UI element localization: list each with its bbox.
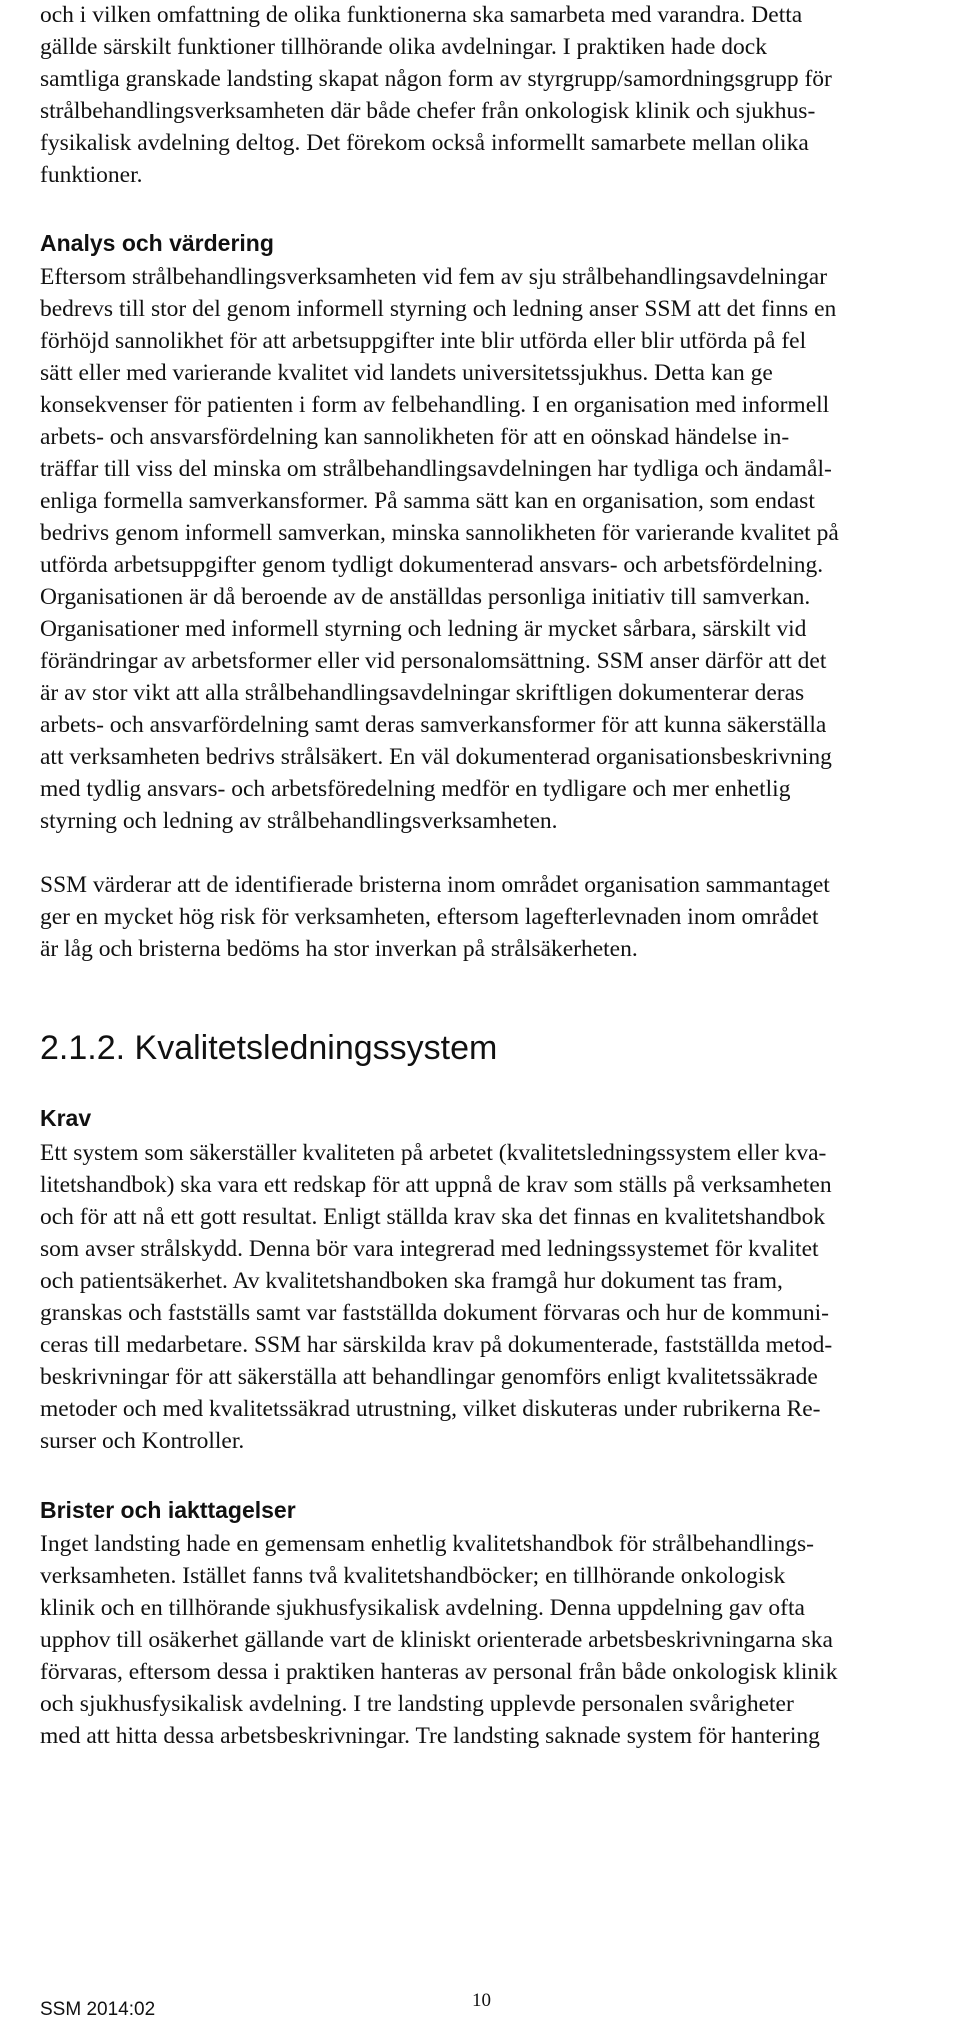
text-line: beskrivningar för att säkerställa att behandlingar genomförs enligt kvalitetssäkrade — [40, 1364, 818, 1390]
text-line: utförda arbetsuppgifter genom tydligt dokumenterad ansvars- och arbetsfördelning. — [40, 552, 824, 578]
text-line: konsekvenser för patienten i form av felbehandling. I en organisation med informell — [40, 392, 830, 418]
text-line: Organisationer med informell styrning och ledning är mycket sårbara, särskilt vid — [40, 616, 807, 642]
text-line: Eftersom strålbehandlingsverksamheten vid fem av sju strålbehandlingsavdelningar — [40, 264, 828, 290]
text-line: Organisationen är då beroende av de anställdas personliga initiativ till samverkan. — [40, 584, 811, 610]
text-line: arbets- och ansvarsfördelning kan sannolikheten för att en oönskad händelse in- — [40, 424, 790, 450]
text-line: Ett system som säkerställer kvaliteten på arbetet (kvalitetsledningssystem eller kva- — [40, 1140, 827, 1166]
text-line: ceras till medarbetare. SSM har särskilda krav på dokumenterade, fastställda metod- — [40, 1332, 833, 1358]
text-line: och patientsäkerhet. Av kvalitetshandboken ska framgå hur dokument tas fram, — [40, 1268, 783, 1294]
section-heading: 2.1.2. Kvalitetsledningssystem — [40, 1029, 498, 1067]
krav-heading: Krav — [40, 1105, 92, 1131]
text-line: bedrevs till stor del genom informell styrning och ledning anser SSM att det finns en — [40, 296, 837, 322]
text-line: ger en mycket hög risk för verksamheten, eftersom lagefterlevnaden inom området — [40, 904, 819, 930]
text-line: styrning och ledning av strålbehandlingsverksamheten. — [40, 808, 558, 834]
text-line: förvaras, eftersom dessa i praktiken hanteras av personal från både onkologisk klinik — [40, 1659, 838, 1685]
report-id: SSM 2014:02 — [40, 1999, 156, 2020]
text-line: förhöjd sannolikhet för att arbetsuppgifter inte blir utförda eller blir utförda på fel — [40, 328, 807, 354]
text-line: enliga formella samverkansformer. På samma sätt kan en organisation, som endast — [40, 488, 815, 514]
text-line: och sjukhusfysikalisk avdelning. I tre landsting upplevde personalen svårigheter — [40, 1691, 794, 1717]
text-line: arbets- och ansvarfördelning samt deras samverkansformer för att kunna säkerställa — [40, 712, 827, 738]
text-line: som avser strålskydd. Denna bör vara integrerad med ledningssystemet för kvalitet — [40, 1236, 819, 1262]
text-line: metoder och med kvalitetssäkrad utrustning, vilket diskuteras under rubrikerna Re- — [40, 1396, 821, 1422]
text-line: bedrivs genom informell samverkan, minska sannolikheten för varierande kvalitet på — [40, 520, 839, 546]
text-line: SSM värderar att de identifierade bristerna inom området organisation sammantaget — [40, 872, 830, 898]
text-line: förändringar av arbetsformer eller vid personalomsättning. SSM anser därför att det — [40, 648, 827, 674]
text-line: träffar till viss del minska om strålbehandlingsavdelningen har tydliga och ändamål- — [40, 456, 832, 482]
brister-heading: Brister och iakttagelser — [40, 1497, 296, 1523]
text-line: upphov till osäkerhet gällande vart de kliniskt orienterade arbetsbeskrivningarna ska — [40, 1627, 833, 1653]
text-line: fysikalisk avdelning deltog. Det förekom också informellt samarbete mellan olika — [40, 130, 809, 156]
text-line: Inget landsting hade en gemensam enhetlig kvalitetshandbok för strålbehandlings- — [40, 1531, 814, 1557]
text-line: och för att nå ett gott resultat. Enligt ställda krav ska det finnas en kvalitetshandbok — [40, 1204, 826, 1230]
text-line: samtliga granskade landsting skapat någon form av styrgrupp/samordningsgrupp för — [40, 66, 832, 92]
text-line: strålbehandlingsverksamheten där både chefer från onkologisk klinik och sjukhus- — [40, 98, 816, 124]
text-line: verksamheten. Istället fanns två kvalitetshandböcker; en tillhörande onkologisk — [40, 1563, 786, 1589]
page-number: 10 — [472, 1990, 491, 2011]
text-line: klinik och en tillhörande sjukhusfysikalisk avdelning. Denna uppdelning gav ofta — [40, 1595, 805, 1621]
text-line: är låg och bristerna bedöms ha stor inverkan på strålsäkerheten. — [40, 936, 638, 962]
text-line: att verksamheten bedrivs strålsäkert. En väl dokumenterad organisationsbeskrivning — [40, 744, 832, 770]
text-line: litetshandbok) ska vara ett redskap för att uppnå de krav som ställs på verksamheten — [40, 1172, 832, 1198]
analys-heading: Analys och värdering — [40, 230, 274, 256]
text-line: med att hitta dessa arbetsbeskrivningar. Tre landsting saknade system för hantering — [40, 1723, 820, 1749]
text-line: sätt eller med varierande kvalitet vid landets universitetssjukhus. Detta kan ge — [40, 360, 773, 386]
text-line: med tydlig ansvars- och arbetsföredelning medför en tydligare och mer enhetlig — [40, 776, 791, 802]
text-line: är av stor vikt att alla strålbehandlingsavdelningar skriftligen dokumenterar deras — [40, 680, 805, 706]
text-line: funktioner. — [40, 162, 143, 188]
text-line: surser och Kontroller. — [40, 1428, 245, 1454]
text-line: granskas och fastställs samt var fastställda dokument förvaras och hur de kommuni- — [40, 1300, 830, 1326]
text-line: och i vilken omfattning de olika funktionerna ska samarbeta med varandra. Detta — [40, 2, 803, 28]
text-line: gällde särskilt funktioner tillhörande olika avdelningar. I praktiken hade dock — [40, 34, 767, 60]
